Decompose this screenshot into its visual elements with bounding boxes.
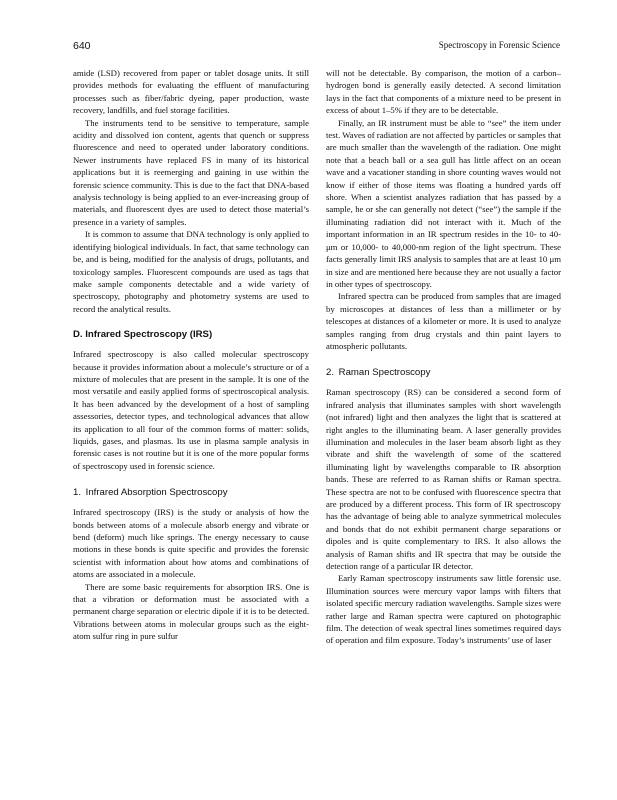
- paragraph: Raman spectroscopy (RS) can be considered a second form of infrared analysis that illuminates samples with short wavelength (not infrared) light and then analyzes the light that is scattered at right angles to the illuminating beam. A laser generally provides illumination and molecules in the laser beam absorb light as they vibrate and shift the wavelength of some of the scattered illuminating light by wavelengths comparable to IR absorption bands. These are referred to as Raman shifts or Raman spectra. These spectra are not to be confused with fluorescence spectra that are produced by a different process. This form of IR spectroscopy has the advantage of being able to analyze symmetrical molecules and bonds that do not exhibit permanent charge separations or dipoles and is quite complementary to IRS. It also allows the analysis of Raman shifts and IR spectra that may be outside the detection range of a particular IR detector.: [326, 387, 561, 572]
- running-title: Spectroscopy in Forensic Science: [438, 40, 560, 50]
- paragraph: It is common to assume that DNA technology is only applied to identifying biological individuals. In fact, that same technology can be, and is being, modified for the analysis of drugs, pollutants, and toxicology samples. Fluorescent compounds are used as tags that make sample components detectable and a wide variety of spectroscopy, photography and photometry systems are used to record the analytical results.: [73, 229, 309, 314]
- paragraph: The instruments tend to be sensitive to temperature, sample acidity and dissolved ion content, agents that quench or suppress fluorescence and need to operated under laboratory conditions. Newer instruments have replaced FS in many of its historical applications but it is reemerging and gaining in use within the forensic science community. This is due to the fact that DNA-based analysis technology is being applied to an ever-increasing group of materials, and fluorescent dyes are used to detect those material’s presence in a variety of samples.: [73, 117, 309, 227]
- section-heading: D. Infrared Spectroscopy (IRS): [73, 329, 213, 341]
- paragraph: Infrared spectroscopy (IRS) is the study or analysis of how the bonds between atoms of a molecule absorb energy and vibrate or bend (deform) much like springs. The energy necessary to cause motions in these bonds is quite specific and provides the forensic scientist with information about how atoms and combinations of atoms are associated in a molecule.: [73, 507, 309, 580]
- left-column: [73, 67, 309, 643]
- paragraph: Finally, an IR instrument must be able to “see” the item under test. Waves of radiation are not affected by particles or samples that are much smaller than the wavelength of the radiation. One might note that a beach ball or a sea gull has little affect on an ocean wave and a vacationer standing in shore counting waves would not know if either of those items was floating a hundred yards off shore. When a scientist analyzes radiation that has passed by a sample, he or she can generally not detect (“see”) the sample if the illuminating radiation did not interact with it. Much of the important information in an IR spectrum resides in the 10- to 40-μm or 10,000- to 40,000-nm region of the light spectrum. These facts generally limit IRS analysis to samples that are at least 10 μm in size and are mentioned here because they are not usually a factor in other types of spectroscopy.: [326, 117, 561, 289]
- subsection-title: Raman Spectroscopy: [338, 367, 431, 379]
- paragraph: amide (LSD) recovered from paper or tablet dosage units. It still provides methods for evaluating the effluent of manufacturing processes such as fiber/fabric dyeing, paper production, waste recovery, landfills, and fuel storage facilities.: [73, 68, 309, 116]
- paragraph: There are some basic requirements for absorption IRS. One is that a vibration or deformation must be associated with a permanent charge separation or electric dipole if it is to be detected. Vibrations between atoms in molecular groups such as the eight-atom sulfur ring in pure sulfur: [73, 581, 309, 642]
- subsection-heading: [73, 486, 309, 499]
- subsection-heading: [326, 366, 561, 379]
- subsection-title: Infrared Absorption Spectroscopy: [85, 487, 228, 499]
- paragraph: Early Raman spectroscopy instruments saw little forensic use. Illumination sources were mercury vapor lamps with filters that isolated specific mercury radiation wavelengths. Sample sizes were rather large and Raman spectra were captured on photographic film. The detection of weak spectral lines sometimes required days of operation and film exposure. Today’s instruments’ use of laser: [326, 573, 561, 646]
- right-column: [326, 67, 561, 647]
- paragraph: Infrared spectroscopy is also called molecular spectroscopy because it provides information about a molecule’s structure or of a mixture of molecules that are present in the sample. It is one of the most versatile and easily applied forms of spectroscopical analysis. It has been advanced by the development of a host of sampling assessories, detector types, and technological advances that allow its application to all four of the common forms of matter: solids, liquids, gases, and plasmas. Its use in plasma sample analysis in forensic cases is not routine but it is one of the more popular forms of spectroscopy used in forensic science.: [73, 349, 309, 471]
- paragraph: Infrared spectra can be produced from samples that are imaged by microscopes at distances of less than a millimeter or by telescopes at distances of a kilometer or more. It is used to analyze samples ranging from drug crystals and thin paint layers to atmospheric pollutants.: [326, 291, 561, 351]
- page-number: 640: [73, 40, 91, 52]
- subsection-number: 1.: [73, 487, 82, 499]
- subsection-number: 2.: [326, 367, 335, 379]
- paragraph: will not be detectable. By comparison, the motion of a carbon–hydrogen bond is generally easily detected. A second limitation lays in the fact that components of a mixture need to be present in excess of about 1–5% if they are to be detectable.: [326, 68, 561, 116]
